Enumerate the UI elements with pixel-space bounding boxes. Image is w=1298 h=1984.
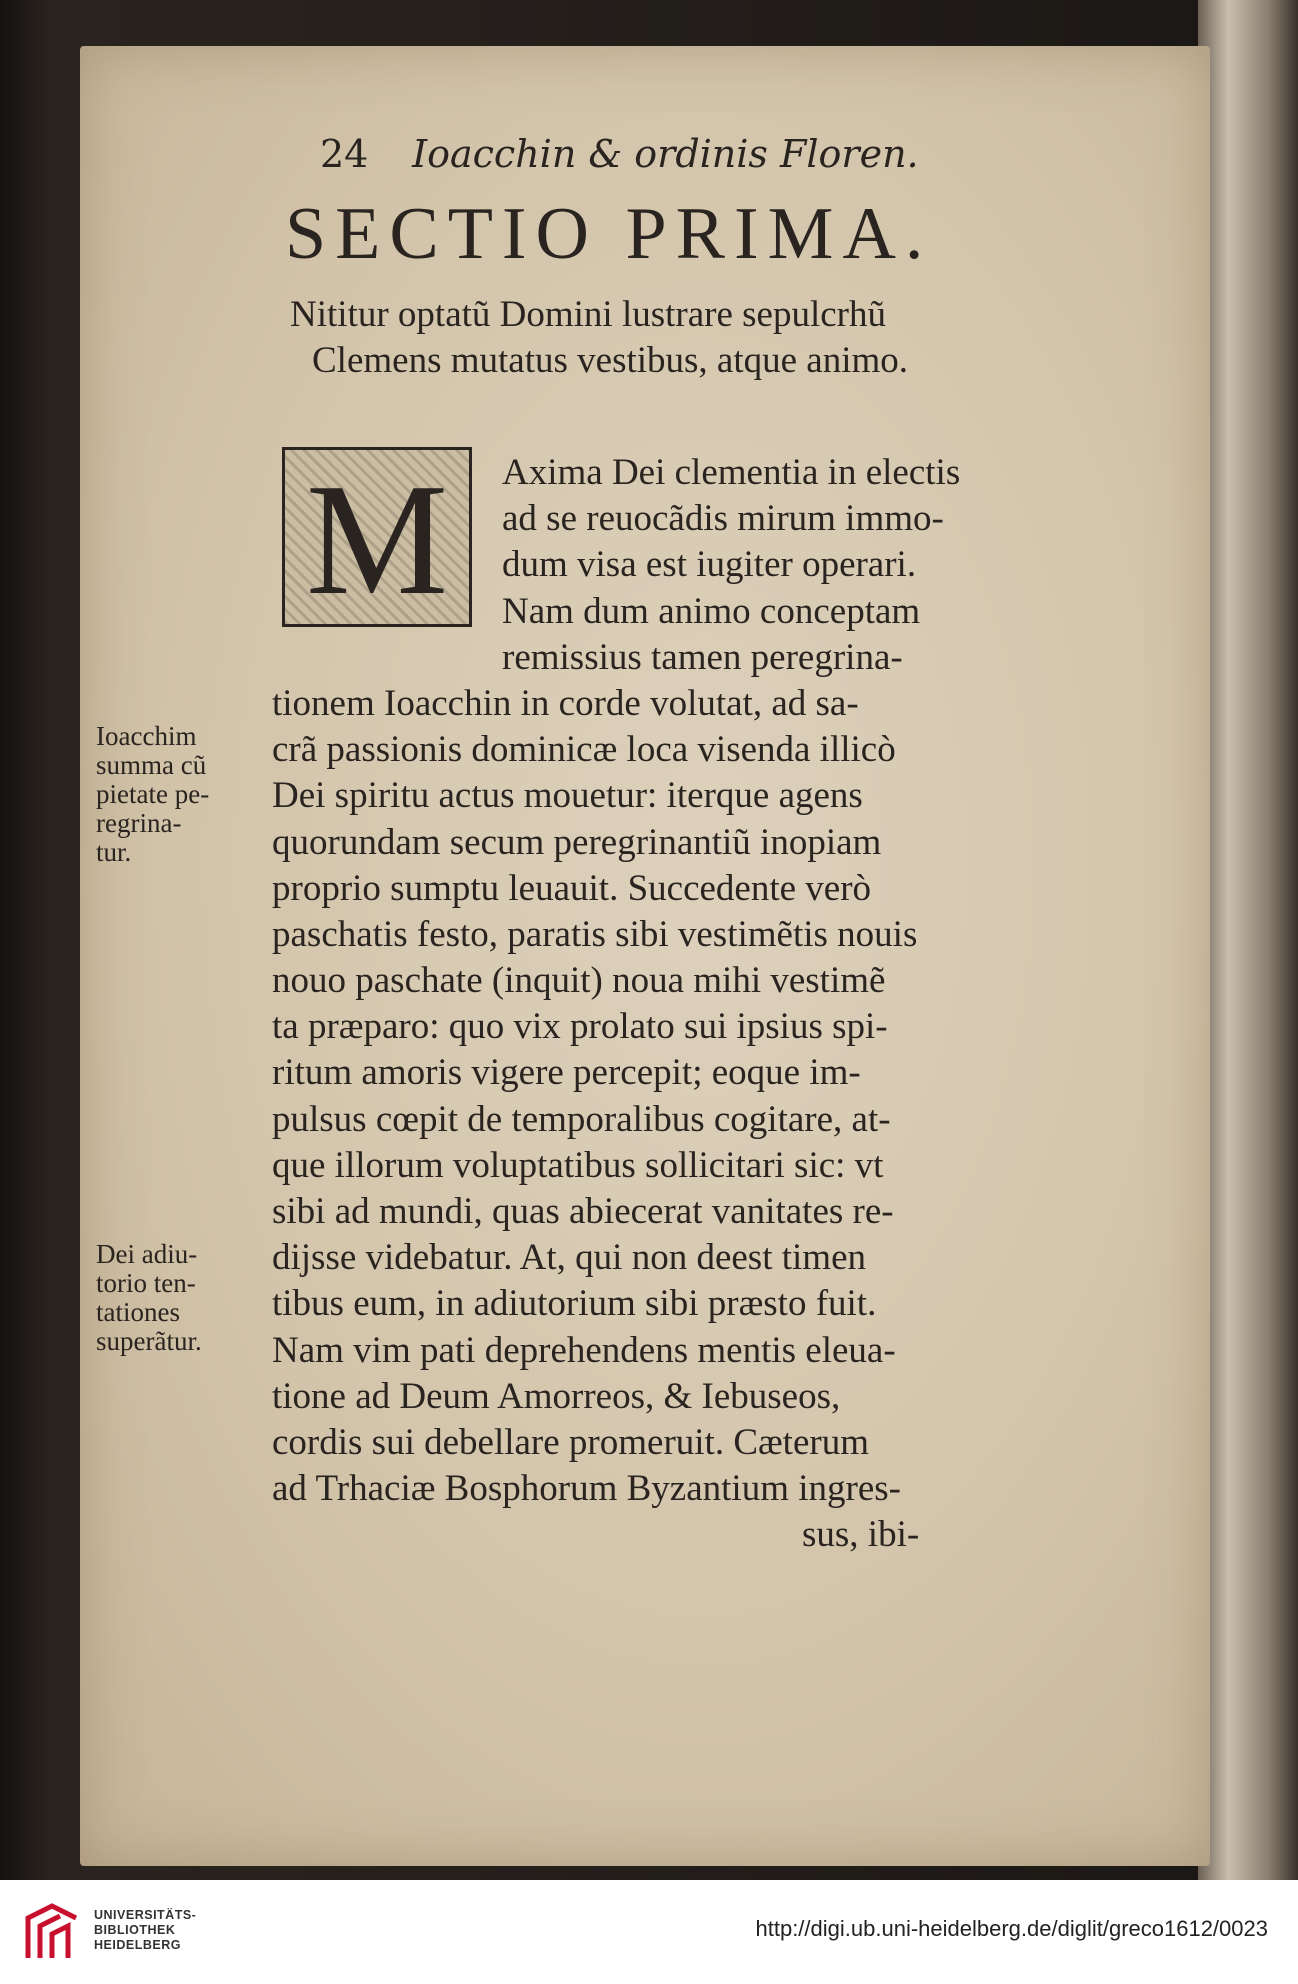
text-line: paschatis festo, paratis sibi vestimẽtis nouis	[272, 913, 918, 955]
margin-note	[96, 722, 266, 867]
text-line: sibi ad mundi, quas abiecerat vanitates re-	[272, 1191, 894, 1232]
text-line: cordis sui debellare promeruit. Cæterum	[272, 1421, 869, 1463]
library-name	[94, 1908, 196, 1953]
summary-line: Clemens mutatus vestibus, atque animo.	[312, 340, 909, 381]
text-line: ritum amoris vigere percepit; eoque im-	[272, 1052, 861, 1094]
margin-note-line: Dei adiu-	[96, 1239, 198, 1269]
margin-note-line: superãtur.	[96, 1326, 202, 1356]
margin-note-line: summa cũ	[96, 750, 207, 780]
text-line: quorundam secum peregrinantiũ inopiam	[272, 821, 882, 863]
text-line: crã passionis dominicæ loca visenda illicò	[272, 729, 896, 771]
running-head-title: Ioacchin & ordinis Floren.	[412, 132, 919, 176]
section-summary	[290, 292, 1070, 384]
text-line: ad se reuocãdis mirum immo-	[502, 498, 944, 540]
running-head	[320, 132, 1020, 176]
catchword: sus, ibi-	[802, 1514, 920, 1556]
text-line: Nam vim pati deprehendens mentis eleua-	[272, 1329, 896, 1371]
text-line: remissius tamen peregrina-	[502, 636, 903, 678]
margin-note-line: pietate pe-	[96, 779, 210, 809]
text-line: ad Trhaciæ Bosphorum Byzantium ingres-	[272, 1468, 901, 1510]
library-name-line: UNIVERSITÄTS-	[94, 1908, 197, 1922]
margin-note-line: tur.	[96, 837, 132, 867]
text-line: dijsse videbatur. At, qui non deest timen	[272, 1237, 866, 1279]
text-line: proprio sumptu leuauit. Succedente verò	[272, 867, 872, 909]
text-line: tionem Ioacchin in corde volutat, ad sa-	[272, 682, 859, 724]
viewer-footer	[0, 1880, 1298, 1984]
text-line: que illorum voluptatibus sollicitari sic: vt	[272, 1144, 884, 1186]
library-name-line: BIBLIOTHEK	[94, 1923, 176, 1937]
text-line: Axima Dei clementia in electis	[502, 452, 961, 493]
text-line: tibus eum, in adiutorium sibi præsto fuit.	[272, 1283, 877, 1325]
text-line: ta præparo: quo vix prolato sui ipsius spi-	[272, 1006, 888, 1048]
margin-note-line: Ioacchim	[96, 721, 197, 751]
text-line: dum visa est iugiter operari.	[502, 544, 917, 586]
initial-letter: M	[305, 450, 449, 628]
library-name-line: HEIDELBERG	[94, 1938, 181, 1952]
text-line: nouo paschate (inquit) noua mihi vestimẽ	[272, 960, 886, 1002]
page-number: 24	[320, 132, 369, 176]
text-line: pulsus cœpit de temporalibus cogitare, at-	[272, 1098, 891, 1140]
permalink-url[interactable]: http://digi.ub.uni-heidelberg.de/diglit/greco1612/0023	[755, 1916, 1268, 1941]
margin-note-line: torio ten-	[96, 1268, 196, 1298]
margin-note-line: tationes	[96, 1297, 180, 1327]
section-title: SECTIO PRIMA.	[285, 193, 933, 275]
text-line: tione ad Deum Amorreos, & Iebuseos,	[272, 1375, 841, 1417]
margin-note	[96, 1240, 266, 1356]
book-page-edge	[1198, 0, 1298, 1880]
decorated-initial	[282, 447, 472, 627]
text-line: Nam dum animo conceptam	[502, 590, 921, 632]
library-logo-icon	[22, 1900, 82, 1964]
summary-line: Nititur optatũ Domini lustrare sepulcrhũ	[290, 294, 886, 335]
text-line: Dei spiritu actus mouetur: iterque agens	[272, 775, 863, 817]
margin-note-line: regrina-	[96, 808, 182, 838]
